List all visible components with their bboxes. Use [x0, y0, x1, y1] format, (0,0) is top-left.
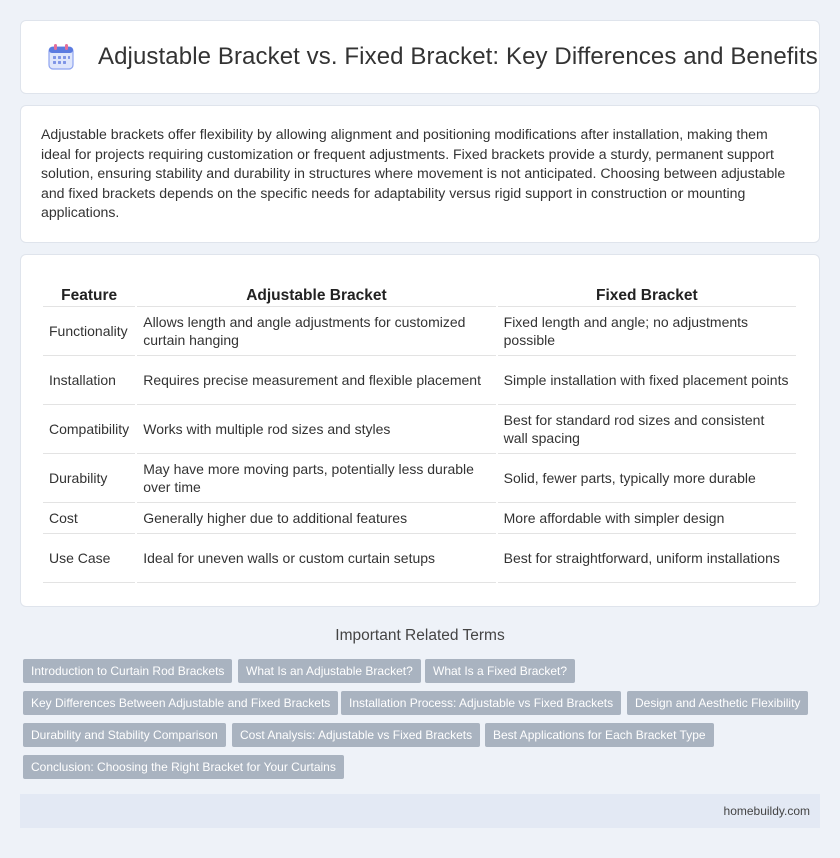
adjustable-cell: Generally higher due to additional features: [137, 503, 495, 534]
related-term-tag[interactable]: Key Differences Between Adjustable and Fixed Brackets: [23, 691, 338, 715]
page-title: Adjustable Bracket vs. Fixed Bracket: Key Differences and Benefits: [98, 43, 818, 70]
adjustable-cell: Works with multiple rod sizes and styles: [137, 405, 495, 454]
related-term-tag[interactable]: Installation Process: Adjustable vs Fixed Brackets: [341, 691, 621, 715]
related-term-tag[interactable]: What Is an Adjustable Bracket?: [238, 659, 421, 683]
table-row: [43, 307, 796, 356]
adjustable-cell: Ideal for uneven walls or custom curtain setups: [137, 534, 495, 583]
table-row: [43, 356, 796, 405]
table-row: [43, 405, 796, 454]
related-term-tag[interactable]: Cost Analysis: Adjustable vs Fixed Brackets: [232, 723, 480, 747]
intro-section: [20, 105, 820, 243]
calendar-icon: [46, 42, 76, 72]
feature-cell: Compatibility: [43, 405, 135, 454]
related-term-tag[interactable]: Introduction to Curtain Rod Brackets: [23, 659, 232, 683]
related-term-tag[interactable]: What Is a Fixed Bracket?: [425, 659, 575, 683]
feature-cell: Functionality: [43, 307, 135, 356]
footer-site-link[interactable]: homebuildy.com: [723, 804, 810, 818]
page-header: [20, 20, 820, 94]
adjustable-cell: Requires precise measurement and flexible placement: [137, 356, 495, 405]
related-terms-title: Important Related Terms: [335, 627, 505, 644]
comparison-table: [41, 285, 798, 583]
header-adjustable: Adjustable Bracket: [137, 285, 495, 307]
related-term-tag[interactable]: Best Applications for Each Bracket Type: [485, 723, 714, 747]
fixed-cell: Solid, fewer parts, typically more durable: [498, 454, 796, 503]
fixed-cell: Simple installation with fixed placement points: [498, 356, 796, 405]
table-row: [43, 454, 796, 503]
table-header-row: [43, 285, 796, 307]
header-fixed: Fixed Bracket: [498, 285, 796, 307]
fixed-cell: More affordable with simpler design: [498, 503, 796, 534]
fixed-cell: Best for straightforward, uniform installations: [498, 534, 796, 583]
intro-paragraph: Adjustable brackets offer flexibility by allowing alignment and positioning modifications after installation, making them ideal for projects requiring customization or frequent adjustments. Fixed brackets provide a sturdy, permanent support solution, ensuring stability and durability in structures where movement is not anticipated. Choosing between adjustable and fixed brackets depends on the specific needs for adaptability versus rigid support in construction or mounting applications.: [41, 126, 786, 221]
related-term-tag[interactable]: Design and Aesthetic Flexibility: [627, 691, 808, 715]
header-feature: Feature: [43, 285, 135, 307]
related-term-tag[interactable]: Durability and Stability Comparison: [23, 723, 226, 747]
feature-cell: Use Case: [43, 534, 135, 583]
page-footer: [20, 794, 820, 828]
related-term-tag[interactable]: Conclusion: Choosing the Right Bracket for Your Curtains: [23, 755, 344, 779]
fixed-cell: Best for standard rod sizes and consistent wall spacing: [498, 405, 796, 454]
comparison-section: [20, 254, 820, 607]
fixed-cell: Fixed length and angle; no adjustments possible: [498, 307, 796, 356]
table-row: [43, 503, 796, 534]
adjustable-cell: Allows length and angle adjustments for customized curtain hanging: [137, 307, 495, 356]
feature-cell: Durability: [43, 454, 135, 503]
feature-cell: Cost: [43, 503, 135, 534]
adjustable-cell: May have more moving parts, potentially less durable over time: [137, 454, 495, 503]
table-row: [43, 534, 796, 583]
feature-cell: Installation: [43, 356, 135, 405]
